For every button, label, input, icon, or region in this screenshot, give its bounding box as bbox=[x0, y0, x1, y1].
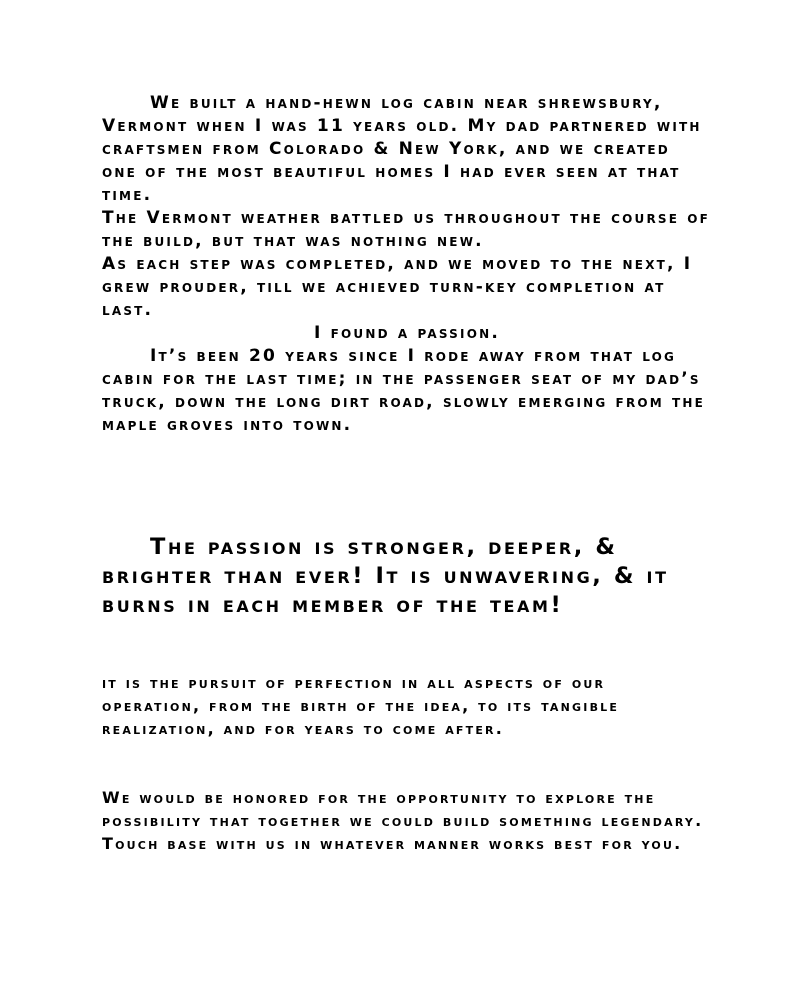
paragraph-each-step: As each step was completed, and we moved to the next, I grew prouder, till we achieved turn-key completion at last. bbox=[102, 254, 693, 320]
paragraph-vermont-weather: The Vermont weather battled us throughout the course of the build, but that was nothing new. bbox=[102, 208, 711, 251]
paragraph-found-passion: I found a passion. bbox=[313, 323, 500, 343]
paragraph-log-cabin: We built a hand-hewn log cabin near shrewsbury, Vermont when I was 11 years old. My dad partnered with craftsmen from Colorado & New York, and we created one of the most beautiful homes I had ever seen at that time. bbox=[102, 93, 702, 205]
paragraph-pursuit-of-perfection: it is the pursuit of perfection in all aspects of our operation, from the birth of the idea, to its tangible realization, and for years to come after. bbox=[102, 673, 620, 738]
paragraph-closing-invitation: We would be honored for the opportunity to explore the possibility that together we could build something legendary. Touch base with us in whatever manner works best for you. bbox=[102, 788, 704, 853]
highlight-passion-statement: The passion is stronger, deeper, & brighter than ever! It is unwavering, & it burns in each member of the team! bbox=[102, 534, 669, 618]
intro-section bbox=[102, 92, 712, 437]
paragraph-twenty-years: It’s been 20 years since I rode away from that log cabin for the last time; in the passenger seat of my dad’s truck, down the long dirt road, slowly emerging from the maple groves into town. bbox=[102, 346, 706, 435]
